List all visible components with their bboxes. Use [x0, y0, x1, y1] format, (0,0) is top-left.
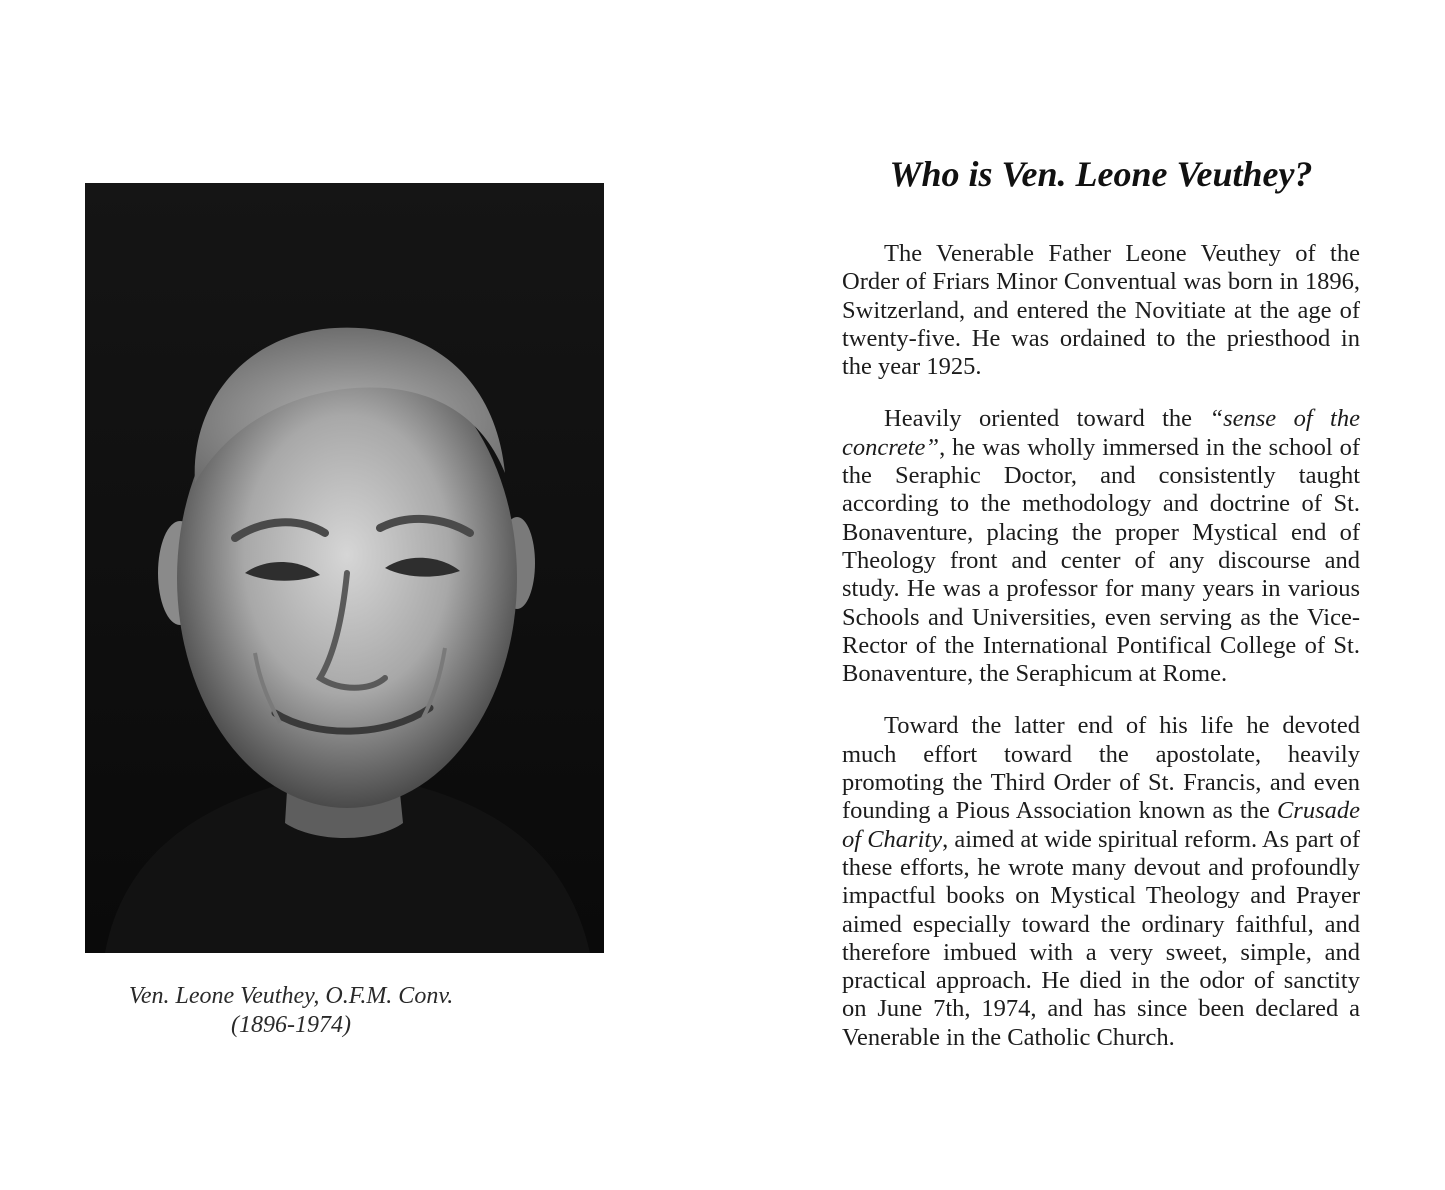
page-heading: Who is Ven. Leone Veuthey?	[889, 154, 1313, 194]
left-page	[0, 0, 700, 1190]
paragraph-1: The Venerable Father Leone Veuthey of the Order of Friars Minor Conventual was born in 1896, Switzerland, and entered the Novitiate at the age of twenty-five. He was ordained to the priesthood in the year 1925.	[842, 240, 1360, 381]
paragraph-2-italic-phrase: “sense of the concrete”	[842, 405, 1360, 461]
paragraph-3	[842, 712, 1360, 1052]
portrait-illustration	[85, 183, 604, 953]
caption-name: Ven. Leone Veuthey, O.F.M. Conv.	[128, 983, 454, 1009]
portrait-photo	[85, 183, 604, 953]
paragraph-2-text-a: Heavily oriented toward the	[884, 405, 1210, 433]
paragraph-3-text-b: , aimed at wide spiritual reform. As part of these efforts, he wrote many devout and profoundly impactful books on Mystical Theology and Prayer aimed especially toward the ordinary faithful, and therefore imbued with a very sweet, simple, and practical approach. He died in the odor of sanctity on June 7th, 1974, and has since been declared a Venerable in the Catholic Church.	[842, 825, 1361, 1051]
caption-dates: (1896-1974)	[231, 1012, 351, 1038]
paragraph-3-text-a: Toward the latter end of his life he devoted much effort toward the apostolate, heavily promoting the Third Order of St. Francis, and even founding a Pious Association known as the	[842, 712, 1360, 825]
photo-caption	[85, 982, 497, 1040]
paragraph-2-text-b: , he was wholly immersed in the school of the Seraphic Doctor, and consistently taught according to the methodology and doctrine of St. Bonaventure, placing the proper Mystical end of Theology front and center of any discourse and study. He was a professor for many years in various Schools and Universities, even serving as the Vice-Rector of the International Pontifical College of St. Bonaventure, the Seraphicum at Rome.	[842, 433, 1360, 688]
paragraph-2	[842, 405, 1360, 688]
paragraph-3-italic-title: Crusade of Charity	[842, 797, 1360, 853]
body-text	[842, 240, 1360, 1076]
